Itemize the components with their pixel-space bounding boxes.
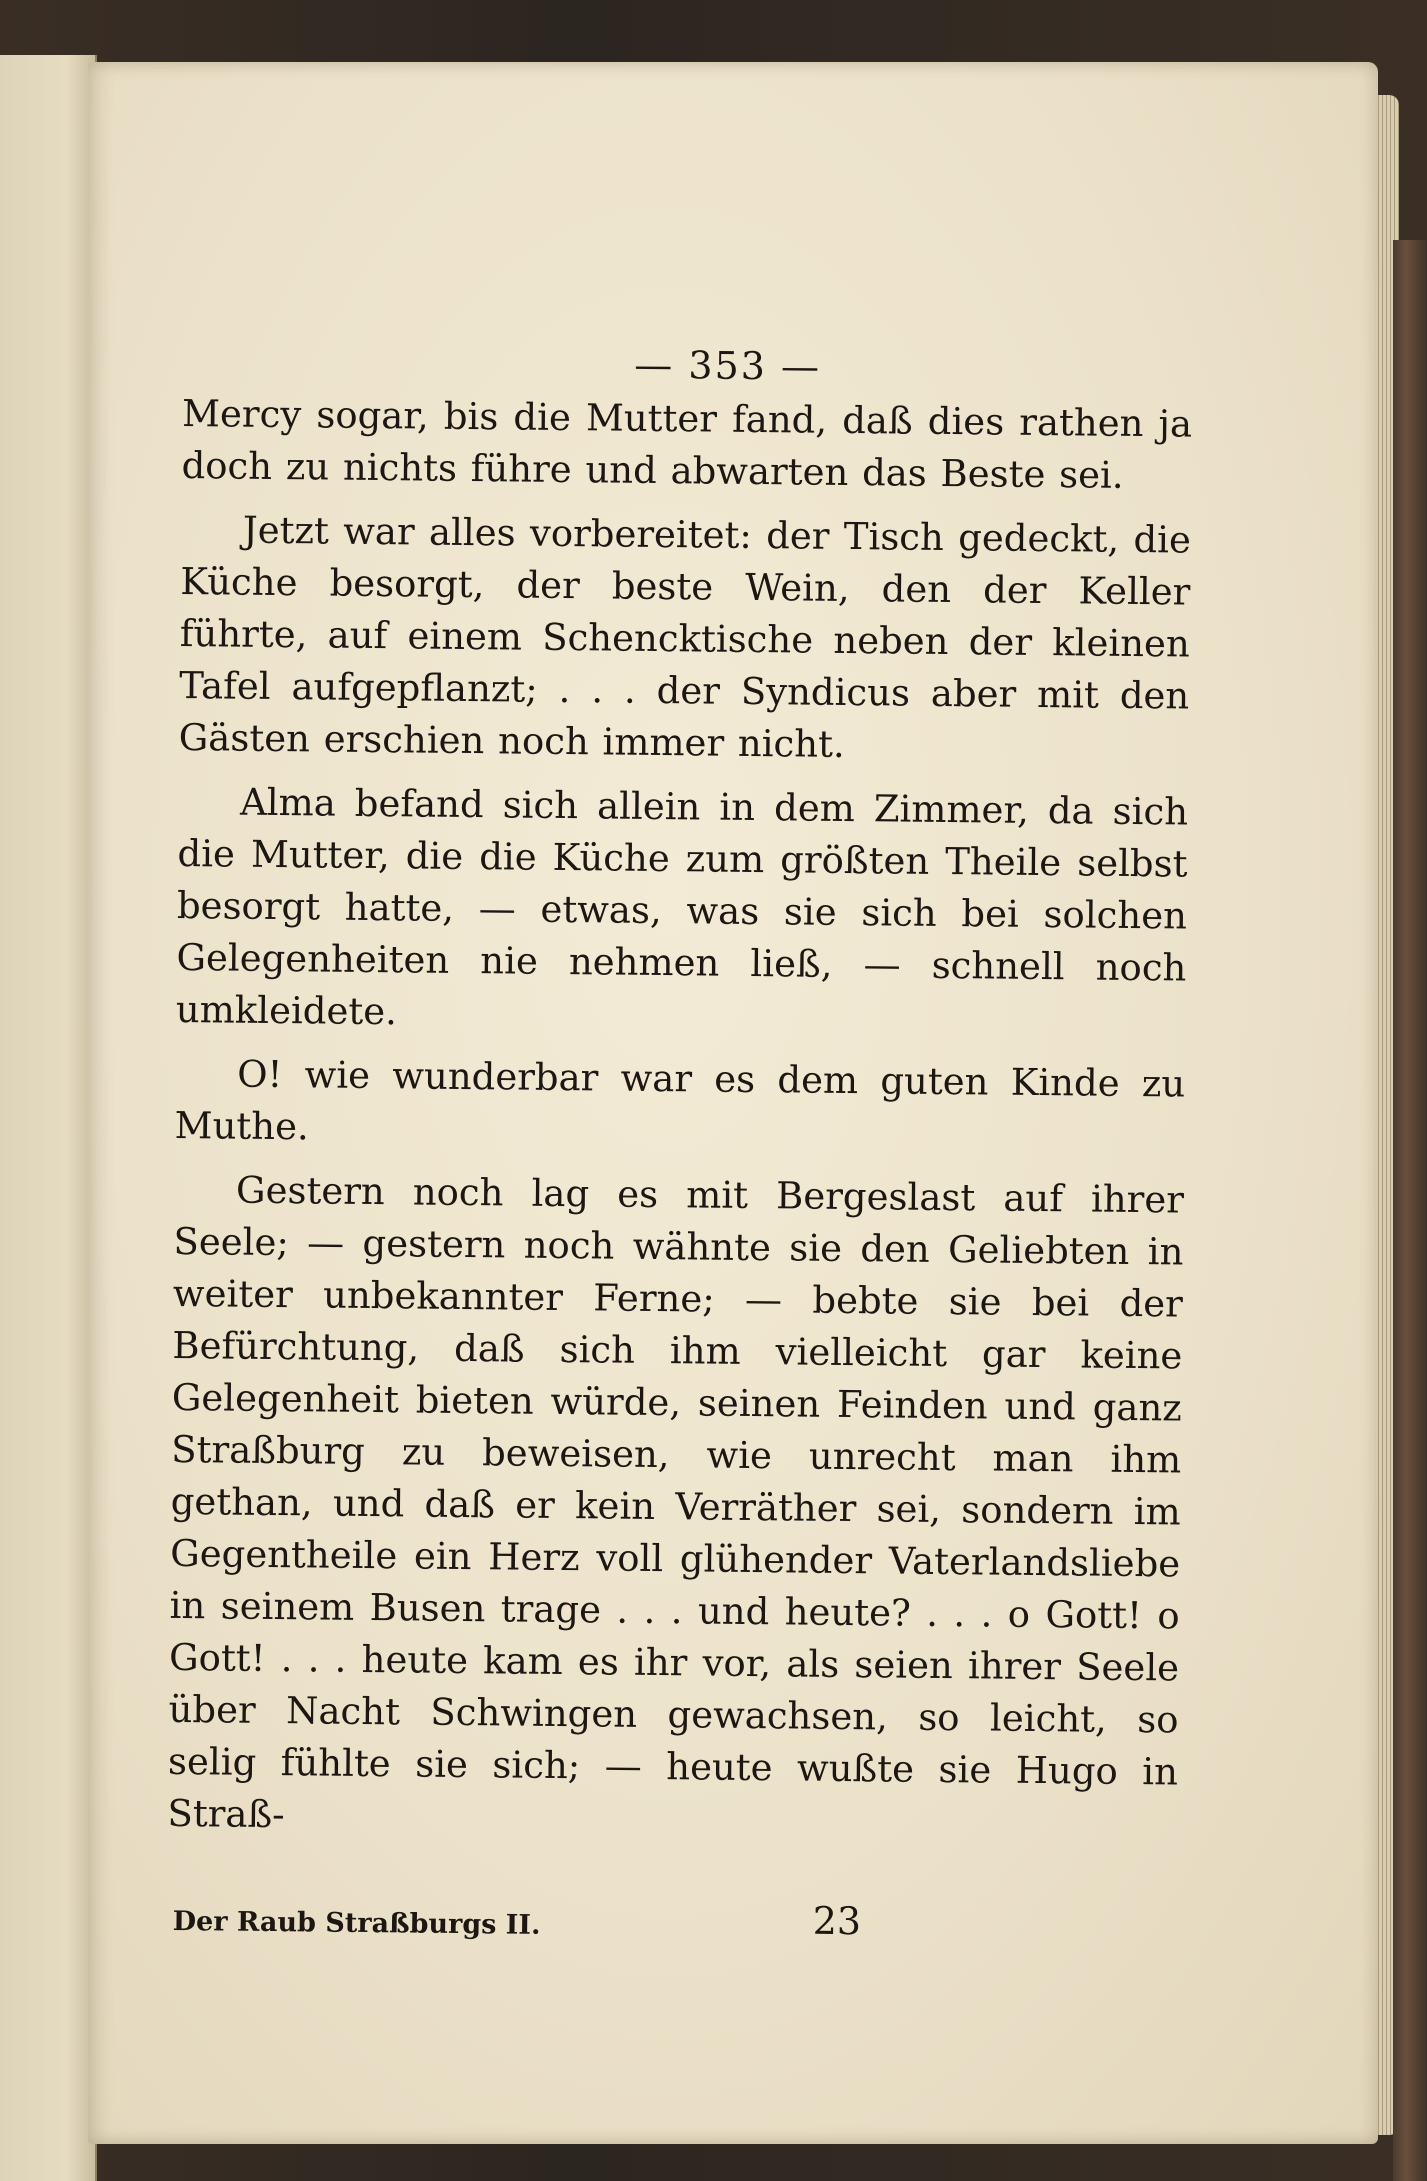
paragraph-2: Jetzt war alles vorbereitet: der Tisch gedeckt, die Küche besorgt, der beste Wein, den der Keller führte, auf einem Schencktische neben der kleinen Tafel aufgepflanzt; . . . der Syndicus aber mit den Gästen erschien noch immer nicht. — [178, 508, 1192, 766]
signature-title: Der Raub Straßburgs II. — [172, 1905, 541, 1941]
signature-number: 23 — [812, 1898, 862, 1944]
book-page — [88, 62, 1378, 2144]
paragraph-5: Gestern noch lag es mit Bergeslast auf ihrer Seele; — gestern noch wähnte sie den Geliebten in weiter unbekannter Ferne; — bebte sie bei der Befürchtung, daß sich ihm vielleicht gar keine Gelegenheit bieten würde, seinen Feinden und ganz Straßburg zu beweisen, wie unrecht man ihm gethan, und daß er kein Verräther sei, sondern im Gegentheile ein Herz voll glühender Vaterlandsliebe in seinem Busen trage . . . und heute? . . . o Gott! o Gott! . . . heute kam es ihr vor, als seien ihrer Seele über Nacht Schwingen gewachsen, so leicht, so selig fühlte sie sich; — heute wußte sie Hugo in Straß- — [167, 1168, 1185, 1837]
page-text — [167, 332, 1193, 1862]
paragraph-1: Mercy sogar, bis die Mutter fand, daß dies rathen ja doch zu nichts führe und abwarten das Beste sei. — [181, 391, 1193, 497]
previous-page-edge — [0, 55, 97, 2181]
paragraph-3: Alma befand sich allein in dem Zimmer, da sich die Mutter, die die Küche zum größten Theile selbst besorgt hatte, — etwas, was sie sich bei solchen Gelegenheiten nie nehmen ließ, — schnell noch umkleidete. — [175, 780, 1189, 1034]
paragraph-4: O! wie wunderbar war es dem guten Kinde zu Muthe. — [174, 1052, 1186, 1149]
book-cover-edge — [1393, 240, 1427, 2181]
page-number-header: — 353 — — [634, 342, 822, 389]
page-footer — [172, 1892, 993, 1961]
